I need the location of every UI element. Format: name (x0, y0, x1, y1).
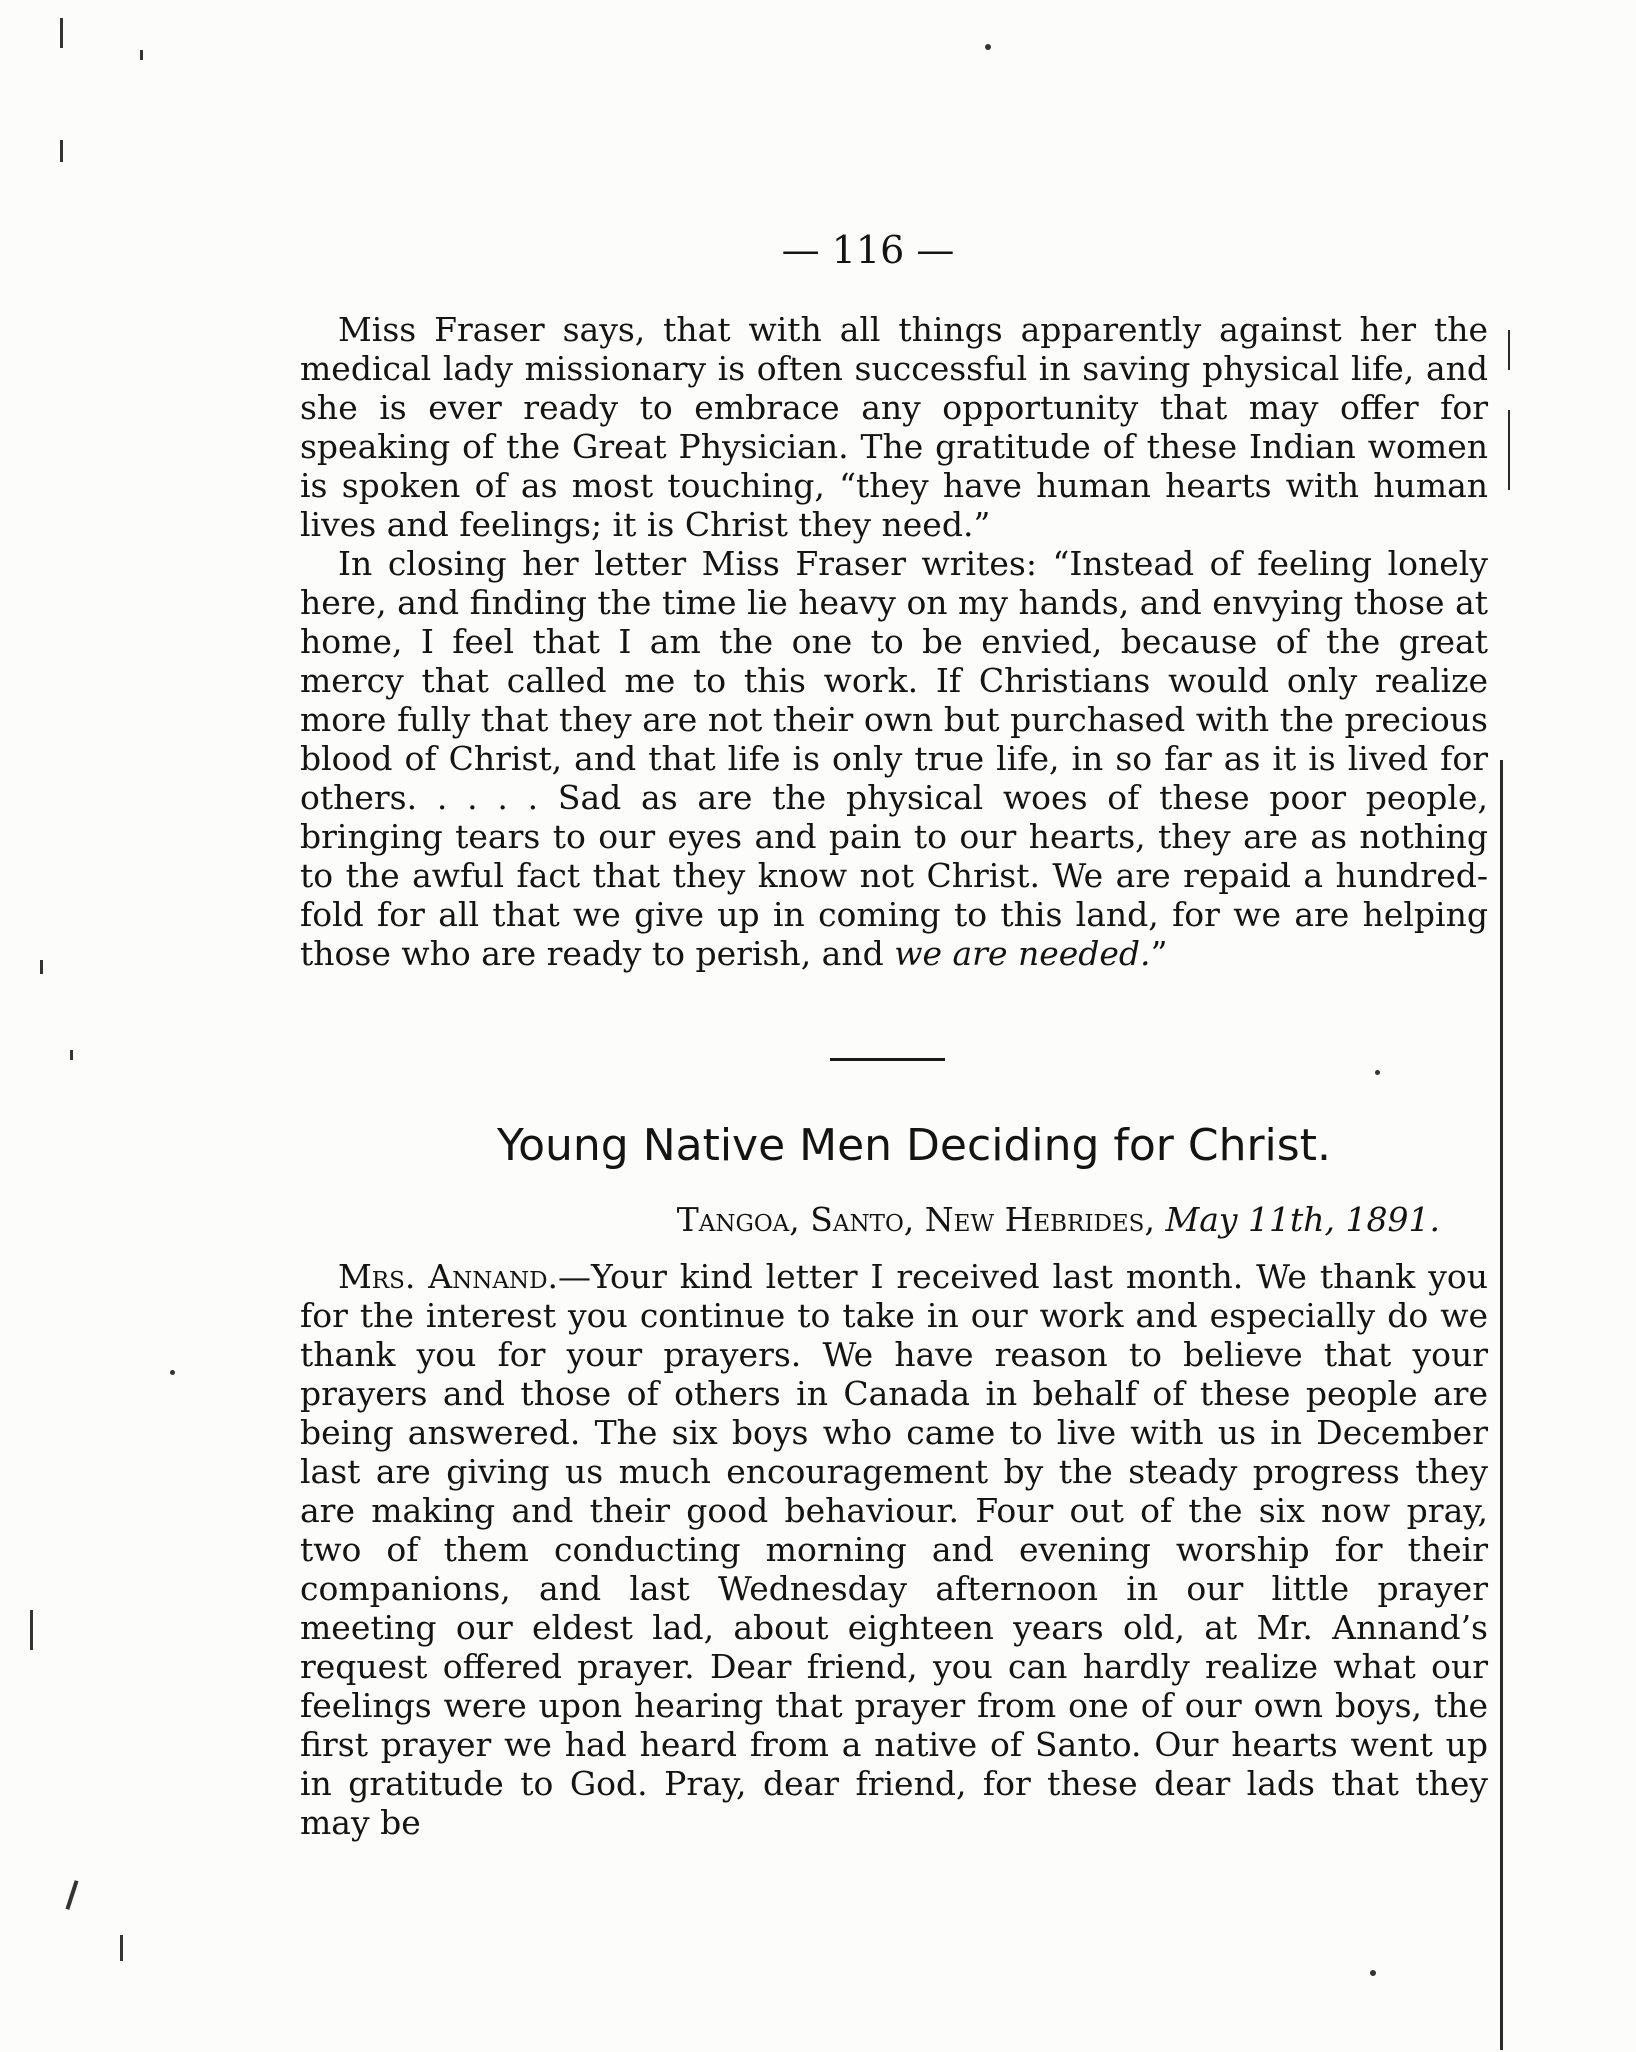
scan-speck (40, 960, 43, 974)
scan-speck (60, 140, 63, 162)
paragraph-text: In closing her letter Miss Fraser writes: “Instead of feeling lonely here, and finding the time lie heavy on my hands, and envying those at home, I feel that I am the one to be envied, because of the great mercy that called me to this work. If Christians would only realize more fully that they are not their own but purchased with the precious blood of Christ, and that life is only true life, in so far as it is lived for others. . . . . Sad as are the physical woes of these poor people, bringing tears to our eyes and pain to our hearts, they are as nothing to the awful fact that they know not Christ. We are repaid a hundred-fold for all that we give up in coming to this land, for we are helping those who are ready to perish, and (300, 544, 1488, 973)
article-letter-one (300, 310, 1488, 973)
section-divider (830, 1058, 945, 1061)
scan-speck (65, 1880, 78, 1910)
scan-speck (170, 1370, 175, 1375)
scan-speck (30, 1610, 33, 1650)
scan-speck (140, 50, 143, 60)
scan-speck (1370, 1970, 1376, 1976)
scan-edge-line (1508, 410, 1510, 490)
scan-speck (985, 44, 991, 50)
letter-author: Mrs. Annand. (338, 1257, 559, 1296)
dateline-place: Tangoa, Santo, New Hebrides, (676, 1200, 1155, 1239)
scan-speck (70, 1050, 73, 1060)
paragraph (300, 544, 1488, 973)
scan-speck (60, 18, 63, 48)
page-number: — 116 — (781, 228, 955, 272)
paragraph (300, 1257, 1488, 1842)
paragraph: Miss Fraser says, that with all things apparently against her the medical lady missionary is often successful in saving physical life, and she is ever ready to embrace any opportunity that may offer for speaking of the Great Physician. The gratitude of these Indian women is spoken of as most touching, “they have human hearts with human lives and feelings; it is Christ they need.” (300, 310, 1488, 544)
dateline (677, 1200, 1440, 1239)
closing-quote: ” (1150, 934, 1168, 973)
paragraph-text: —Your kind letter I received last month. We thank you for the interest you continue to take in our work and especially do we thank you for your prayers. We have reason to believe that your prayers and those of others in Canada in behalf of these people are being answered. The six boys who came to live with us in December last are giving us much encouragement by the steady progress they are making and their good behaviour. Four out of the six now pray, two of them conducting morning and evening worship for their companions, and last Wednesday afternoon in our little prayer meeting our eldest lad, about eighteen years old, at Mr. Annand’s request offered prayer. Dear friend, you can hardly realize what our feelings were upon hearing that prayer from one of our own boys, the first prayer we had heard from a native of Santo. Our hearts went up in gratitude to God. Pray, dear friend, for these dear lads that they may be (300, 1257, 1488, 1842)
emphasis-text: we are needed. (894, 934, 1151, 973)
scan-speck (120, 1935, 123, 1961)
scan-edge-line (1508, 330, 1510, 370)
section-heading: Young Native Men Deciding for Christ. (497, 1120, 1331, 1171)
dateline-date: May 11th, 1891. (1165, 1200, 1440, 1239)
scan-edge-line (1500, 760, 1503, 2050)
article-letter-two (300, 1257, 1488, 1842)
scan-speck (1375, 1070, 1380, 1075)
